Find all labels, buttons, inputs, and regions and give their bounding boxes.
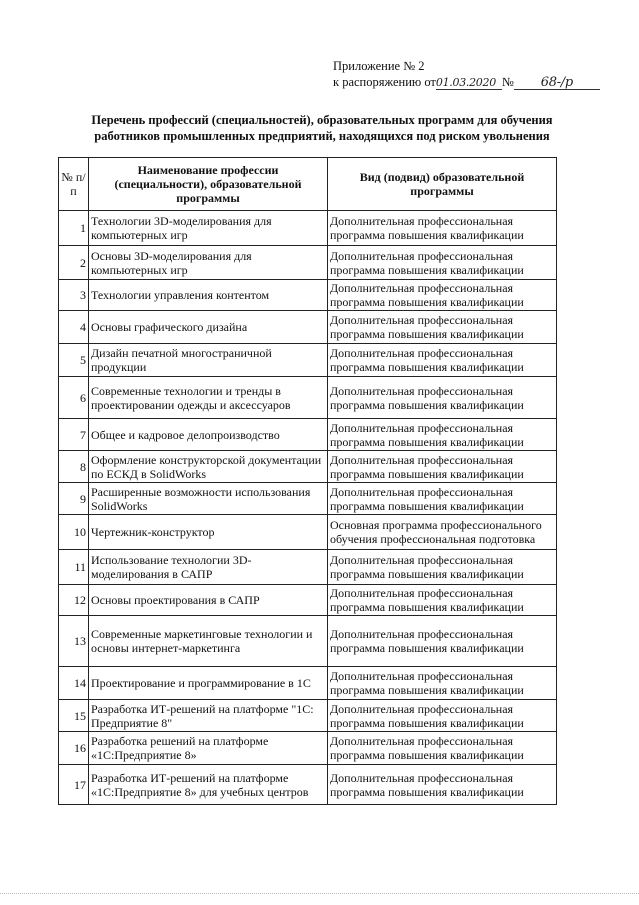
header-kind: Вид (подвид) образовательной программы [328,158,557,211]
program-name: Технологии управления контентом [89,280,328,311]
program-name: Основы проектирования в САПР [89,585,328,616]
row-number: 2 [59,246,89,280]
program-kind: Дополнительная профессиональная программа повышения квалификации [328,377,557,419]
appendix-header [333,58,623,90]
program-name: Основы графического дизайна [89,311,328,344]
row-number: 15 [59,700,89,732]
program-name: Общее и кадровое делопроизводство [89,419,328,451]
order-prefix: к распоряжению от [333,75,436,89]
program-name: Проектирование и программирование в 1С [89,667,328,700]
program-kind: Дополнительная профессиональная программа повышения квалификации [328,616,557,667]
table-row [59,419,557,451]
program-name: Расширенные возможности использования SolidWorks [89,483,328,515]
program-name: Современные технологии и тренды в проектировании одежды и аксессуаров [89,377,328,419]
program-kind: Дополнительная профессиональная программа повышения квалификации [328,667,557,700]
row-number: 1 [59,211,89,246]
program-name: Разработка решений на платформе «1С:Предприятие 8» [89,732,328,765]
table-row [59,515,557,550]
program-kind: Дополнительная профессиональная программа повышения квалификации [328,585,557,616]
program-name: Чертежник-конструктор [89,515,328,550]
row-number: 16 [59,732,89,765]
program-name: Дизайн печатной многостраничной продукции [89,344,328,377]
row-number: 12 [59,585,89,616]
program-name: Разработка ИТ-решений на платформе «1С:Предприятие 8» для учебных центров [89,765,328,805]
table-row [59,483,557,515]
table-row [59,211,557,246]
appendix-title: Приложение № 2 [333,59,425,73]
program-name: Технологии 3D-моделирования для компьютерных игр [89,211,328,246]
handwritten-number: 68-/р [514,76,600,90]
program-kind: Дополнительная профессиональная программа повышения квалификации [328,280,557,311]
order-reference [333,74,623,90]
row-number: 17 [59,765,89,805]
row-number: 13 [59,616,89,667]
table-row [59,280,557,311]
program-kind: Дополнительная профессиональная программа повышения квалификации [328,550,557,585]
scan-edge-divider [0,893,639,894]
table-row [59,732,557,765]
table-row [59,311,557,344]
program-name: Разработка ИТ-решений на платформе "1С: Предприятие 8" [89,700,328,732]
table-row [59,585,557,616]
handwritten-date: 01.03.2020 [436,76,502,90]
table-row [59,616,557,667]
program-kind: Дополнительная профессиональная программа повышения квалификации [328,211,557,246]
row-number: 14 [59,667,89,700]
row-number: 8 [59,451,89,483]
row-number: 11 [59,550,89,585]
row-number: 4 [59,311,89,344]
document-title: Перечень профессий (специальностей), образовательных программ для обучения работников промышленных предприятий, находящихся под риском увольнения [91,113,553,143]
table-row [59,344,557,377]
row-number: 3 [59,280,89,311]
header-name: Наименование профессии (специальности), образовательной программы [89,158,328,211]
program-kind: Дополнительная профессиональная программа повышения квалификации [328,344,557,377]
program-kind: Основная программа профессионального обучения профессиональная подготовка [328,515,557,550]
program-kind: Дополнительная профессиональная программа повышения квалификации [328,700,557,732]
row-number: 6 [59,377,89,419]
table-body [59,211,557,805]
row-number: 5 [59,344,89,377]
program-kind: Дополнительная профессиональная программа повышения квалификации [328,311,557,344]
program-name: Современные маркетинговые технологии и основы интернет-маркетинга [89,616,328,667]
program-kind: Дополнительная профессиональная программа повышения квалификации [328,419,557,451]
table-header-row [59,158,557,211]
table-row [59,667,557,700]
row-number: 10 [59,515,89,550]
program-kind: Дополнительная профессиональная программа повышения квалификации [328,765,557,805]
number-label: № [501,75,514,89]
program-name: Использование технологии 3D-моделирования в САПР [89,550,328,585]
program-kind: Дополнительная профессиональная программа повышения квалификации [328,483,557,515]
table-row [59,765,557,805]
row-number: 9 [59,483,89,515]
program-kind: Дополнительная профессиональная программа повышения квалификации [328,732,557,765]
table-row [59,700,557,732]
table-row [59,451,557,483]
program-kind: Дополнительная профессиональная программа повышения квалификации [328,246,557,280]
program-kind: Дополнительная профессиональная программа повышения квалификации [328,451,557,483]
table-row [59,550,557,585]
row-number: 7 [59,419,89,451]
table-row [59,246,557,280]
table-row [59,377,557,419]
header-num: № п/п [59,158,89,211]
program-name: Оформление конструкторской документации по ЕСКД в SolidWorks [89,451,328,483]
program-name: Основы 3D-моделирования для компьютерных игр [89,246,328,280]
programs-table [58,157,557,805]
